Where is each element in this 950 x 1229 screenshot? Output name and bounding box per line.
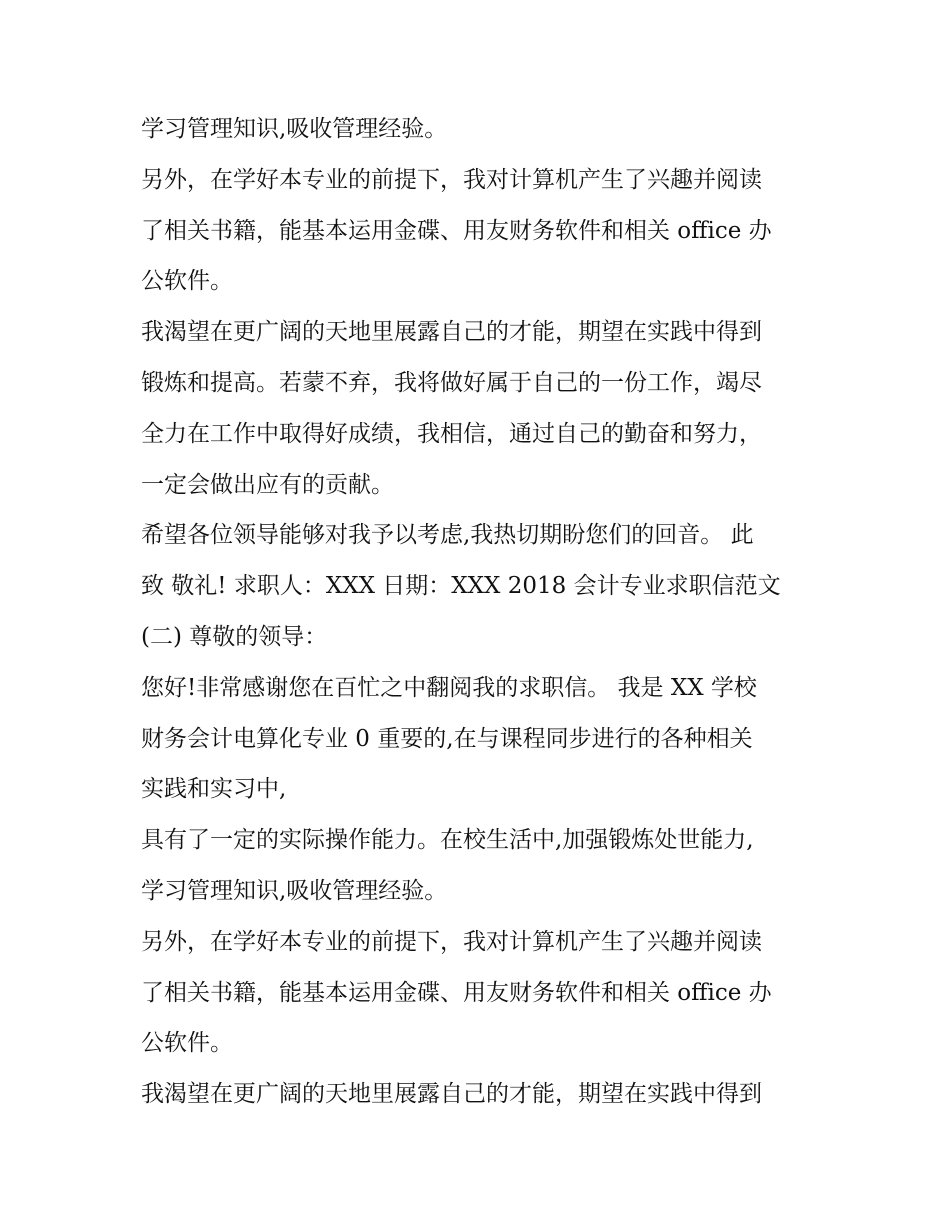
text-line: 您好!非常感谢您在百忙之中翻阅我的求职信。 我是 XX 学校: [141, 674, 757, 701]
text-line: 具有了一定的实际操作能力。在校生活中,加强锻炼处世能力,: [141, 827, 754, 854]
text-line: 财务会计电算化专业 0 重要的,在与课程同步进行的各种相关: [141, 725, 753, 752]
text-line: 公软件。: [141, 268, 233, 295]
text-line: 学习管理知识,吸收管理经验。: [141, 116, 448, 142]
text-line: 一定会做出应有的贡献。: [141, 471, 394, 498]
text-line: 我渴望在更广阔的天地里展露自己的才能，期望在实践中得到: [141, 319, 762, 346]
text-line: 希望各位领导能够对我予以考虑,我热切期盼您们的回音。 此: [141, 522, 754, 549]
text-line: 学习管理知识,吸收管理经验。: [141, 877, 448, 904]
document-body: [141, 104, 821, 1120]
text-line: 了相关书籍，能基本运用金碟、用友财务软件和相关 office 办: [141, 217, 772, 244]
text-line: 了相关书籍，能基本运用金碟、用友财务软件和相关 office 办: [141, 979, 772, 1006]
text-line: 公软件。: [141, 1030, 233, 1057]
text-line: (二) 尊敬的领导：: [141, 623, 328, 650]
text-line: 另外，在学好本专业的前提下，我对计算机产生了兴趣并阅读: [141, 928, 762, 955]
text-line: 全力在工作中取得好成绩，我相信，通过自己的勤奋和努力，: [141, 420, 762, 447]
text-line: 我渴望在更广阔的天地里展露自己的才能，期望在实践中得到: [141, 1081, 762, 1108]
text-line: 致 敬礼! 求职人：XXX 日期：XXX 2018 会计专业求职信范文: [141, 573, 781, 600]
text-line: 锻炼和提高。若蒙不弃，我将做好属于自己的一份工作，竭尽: [141, 369, 762, 396]
text-line: 另外，在学好本专业的前提下，我对计算机产生了兴趣并阅读: [141, 166, 762, 193]
text-line: 实践和实习中,: [141, 776, 287, 803]
